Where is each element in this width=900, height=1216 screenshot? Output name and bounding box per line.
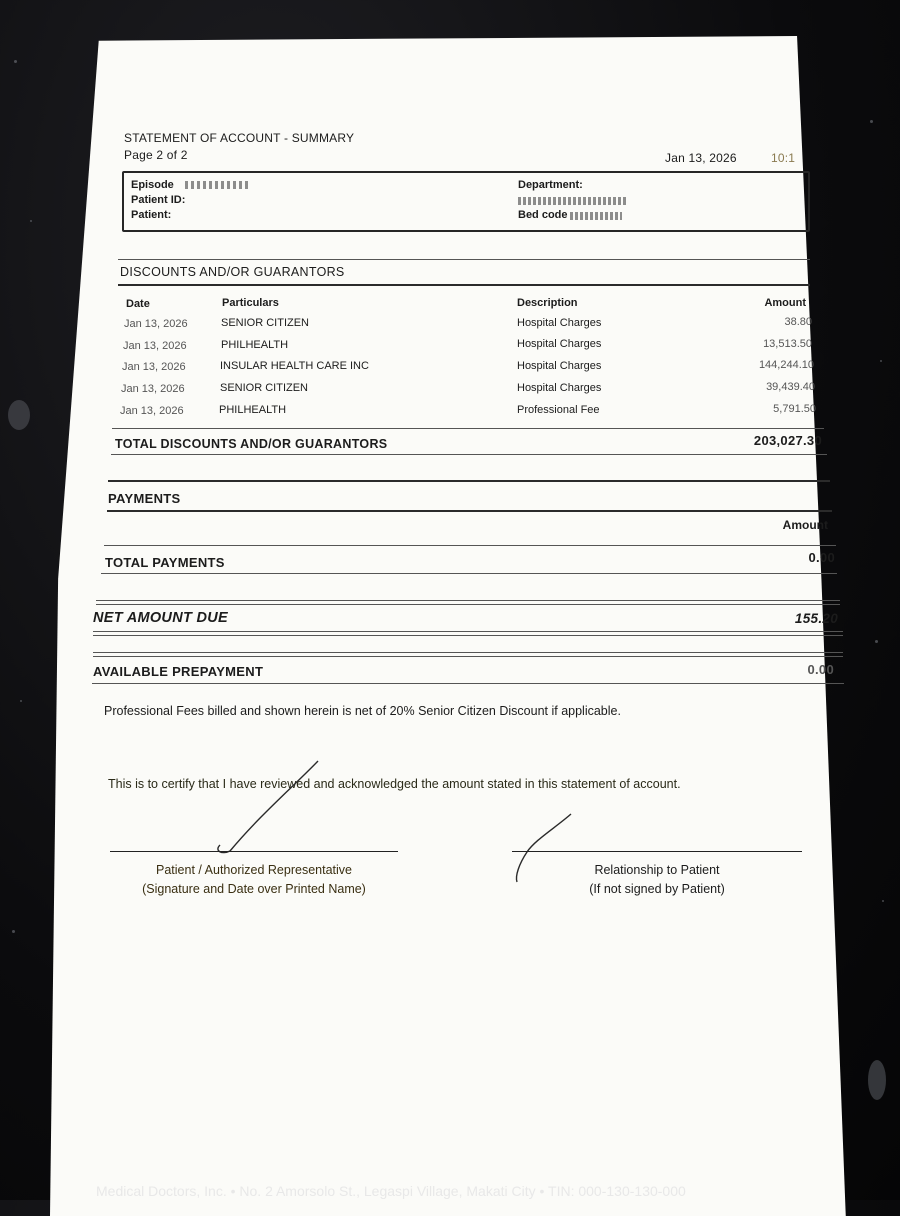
total-payments-label: TOTAL PAYMENTS — [105, 555, 225, 570]
patient-signature-line — [110, 851, 398, 852]
row-description: Professional Fee — [517, 404, 600, 416]
row-date: Jan 13, 2026 — [121, 383, 185, 395]
row-description: Hospital Charges — [517, 382, 602, 394]
row-amount: 13,513.50 — [763, 338, 812, 350]
row-amount: 5,791.50 — [773, 403, 816, 415]
col-amount: Amount — [764, 297, 806, 309]
divider — [96, 604, 840, 605]
divider — [118, 284, 810, 286]
net-amount-due-value: 155.20 — [794, 611, 838, 626]
col-description: Description — [517, 297, 578, 309]
divider — [107, 510, 832, 512]
patient-id-label: Patient ID: — [131, 194, 186, 206]
row-description: Hospital Charges — [517, 338, 602, 350]
episode-label: Episode — [131, 179, 174, 191]
divider — [112, 428, 824, 429]
net-amount-due-label: NET AMOUNT DUE — [93, 610, 228, 626]
patient-info-box — [122, 171, 810, 232]
divider — [101, 573, 837, 574]
row-date: Jan 13, 2026 — [122, 361, 186, 373]
row-amount: 144,244.10 — [758, 359, 814, 371]
redacted-department — [518, 197, 628, 205]
bed-code-label: Bed code — [518, 209, 568, 221]
total-discounts-label: TOTAL DISCOUNTS AND/OR GUARANTORS — [115, 437, 388, 451]
signature-scribble — [200, 755, 330, 865]
redacted-bed-code — [570, 212, 622, 220]
divider — [96, 600, 840, 601]
statement-time: 10:1 — [771, 151, 796, 165]
department-label: Department: — [518, 179, 583, 191]
row-date: Jan 13, 2026 — [124, 318, 188, 330]
statement-date: Jan 13, 2026 — [665, 151, 737, 165]
row-description: Hospital Charges — [517, 360, 602, 372]
row-particulars: PHILHEALTH — [219, 404, 287, 416]
certification-statement: This is to certify that I have reviewed and acknowledged the amount stated in this statement of account. — [108, 777, 681, 791]
page-number: Page 2 of 2 — [124, 148, 188, 162]
senior-citizen-note: Professional Fees billed and shown herein is net of 20% Senior Citizen Discount if applicable. — [104, 704, 621, 718]
relationship-signature-line — [512, 851, 802, 852]
row-amount: 38.80 — [784, 316, 812, 328]
patient-signature-caption — [110, 861, 398, 899]
discounts-section-title: DISCOUNTS AND/OR GUARANTORS — [120, 265, 345, 279]
row-description: Hospital Charges — [517, 317, 602, 329]
redacted-episode — [185, 181, 251, 189]
row-particulars: SENIOR CITIZEN — [221, 317, 310, 329]
col-date: Date — [126, 298, 150, 310]
available-prepayment-label: AVAILABLE PREPAYMENT — [93, 664, 264, 679]
divider — [92, 683, 844, 684]
patient-label: Patient: — [131, 209, 172, 221]
divider — [104, 545, 836, 546]
relationship-caption — [512, 861, 802, 899]
patient-signature-title: Patient / Authorized Representative — [156, 863, 352, 877]
row-date: Jan 13, 2026 — [123, 340, 187, 352]
row-particulars: INSULAR HEALTH CARE INC — [220, 360, 369, 372]
divider — [93, 631, 843, 632]
patient-signature-subtitle: (Signature and Date over Printed Name) — [142, 882, 366, 896]
divider — [93, 635, 843, 636]
col-particulars: Particulars — [222, 297, 279, 309]
row-particulars: PHILHEALTH — [221, 339, 289, 351]
available-prepayment-value: 0.00 — [807, 662, 834, 677]
divider — [111, 454, 827, 455]
row-date: Jan 13, 2026 — [120, 405, 184, 417]
payments-amount-header: Amount — [782, 518, 828, 532]
relationship-subtitle: (If not signed by Patient) — [589, 882, 725, 896]
divider — [93, 656, 843, 657]
relationship-title: Relationship to Patient — [594, 863, 720, 877]
divider — [118, 259, 810, 260]
divider — [108, 480, 830, 482]
total-payments-value: 0.00 — [808, 550, 835, 565]
row-particulars: SENIOR CITIZEN — [220, 382, 309, 394]
row-amount: 39,439.40 — [766, 381, 815, 393]
statement-title: STATEMENT OF ACCOUNT - SUMMARY — [124, 131, 355, 145]
divider — [93, 652, 843, 653]
company-footer: Medical Doctors, Inc. • No. 2 Amorsolo St., Legaspi Village, Makati City • TIN: 000-130-130-000 — [96, 1183, 686, 1199]
payments-section-title: PAYMENTS — [108, 491, 181, 506]
total-discounts-value: 203,027.30 — [753, 433, 822, 448]
